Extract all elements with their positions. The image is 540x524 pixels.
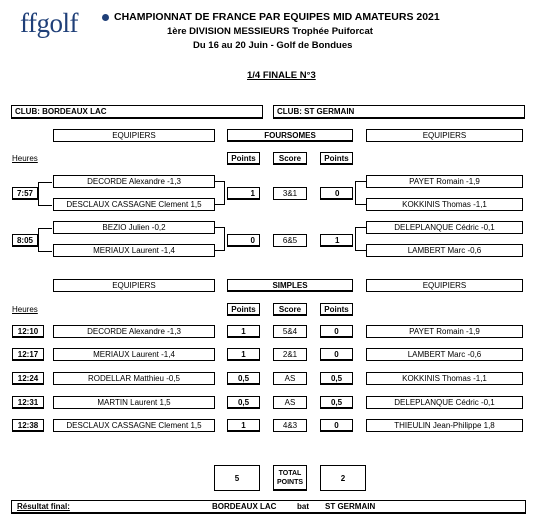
simple-left-player: MERIAUX Laurent -1,4: [53, 348, 215, 361]
simple-points-left: 1: [227, 348, 260, 361]
simple-points-right: 0: [320, 325, 353, 338]
simple-right-player: THIEULIN Jean-Philippe 1,8: [366, 419, 523, 432]
bracket-line: [355, 204, 366, 205]
equipiers-left-header: EQUIPIERS: [53, 129, 215, 142]
simple-right-player: KOKKINIS Thomas -1,1: [366, 372, 523, 385]
bracket-line: [355, 227, 356, 251]
points-right-header: Points: [320, 152, 353, 165]
simple-points-right: 0,5: [320, 372, 353, 385]
equipiers-right-header: EQUIPIERS: [366, 129, 523, 142]
bracket-line: [38, 182, 52, 183]
simple-points-right: 0: [320, 419, 353, 432]
foursome-left-player: DECORDE Alexandre -1,3: [53, 175, 215, 188]
total-right: 2: [320, 465, 366, 491]
logo-text: ffgolf: [20, 8, 78, 38]
simple-score: 4&3: [273, 419, 307, 432]
heures-label: Heures: [12, 305, 38, 314]
simple-right-player: DELEPLANQUE Cédric -0,1: [366, 396, 523, 409]
header-division: 1ère DIVISION MESSIEURS Trophée Puiforcat: [167, 26, 373, 37]
total-points-text: TOTAL POINTS: [276, 469, 304, 486]
simple-left-player: MARTIN Laurent 1,5: [53, 396, 215, 409]
foursome-right-player: KOKKINIS Thomas -1,1: [366, 198, 523, 211]
bracket-line: [38, 251, 52, 252]
equipiers-left-header: EQUIPIERS: [53, 279, 215, 292]
simple-time: 12:31: [12, 396, 44, 409]
result-loser: ST GERMAIN: [325, 502, 376, 511]
total-points-label: [273, 465, 307, 491]
simple-time: 12:17: [12, 348, 44, 361]
simple-score: 2&1: [273, 348, 307, 361]
simple-points-right: 0,5: [320, 396, 353, 409]
simple-time: 12:38: [12, 419, 44, 432]
simple-points-left: 0,5: [227, 372, 260, 385]
score-header: Score: [273, 152, 307, 165]
result-label: Résultat final:: [17, 502, 70, 511]
club-left: CLUB: BORDEAUX LAC: [11, 105, 263, 119]
stage-title: 1/4 FINALE N°3: [247, 70, 316, 81]
simple-points-left: 0,5: [227, 396, 260, 409]
simple-time: 12:10: [12, 325, 44, 338]
foursome-left-player: DESCLAUX CASSAGNE Clement 1,5: [53, 198, 215, 211]
simple-score: 5&4: [273, 325, 307, 338]
foursomes-header: FOURSOMES: [227, 129, 353, 142]
bracket-line: [38, 228, 39, 252]
bracket-line: [38, 205, 52, 206]
bracket-line: [355, 181, 366, 182]
ffgolf-logo: [20, 8, 110, 42]
simple-points-left: 1: [227, 419, 260, 432]
simple-score: AS: [273, 372, 307, 385]
simple-right-player: LAMBERT Marc -0,6: [366, 348, 523, 361]
bracket-line: [38, 228, 52, 229]
foursome-right-player: DELEPLANQUE Cédric -0,1: [366, 221, 523, 234]
simple-left-player: DECORDE Alexandre -1,3: [53, 325, 215, 338]
bracket-line: [224, 227, 225, 251]
foursome-right-player: LAMBERT Marc -0,6: [366, 244, 523, 257]
foursome-time: 8:05: [12, 234, 38, 247]
simple-left-player: RODELLAR Matthieu -0,5: [53, 372, 215, 385]
simple-points-left: 1: [227, 325, 260, 338]
club-right: CLUB: ST GERMAIN: [273, 105, 525, 119]
points-left-header: Points: [227, 152, 260, 165]
bracket-line: [355, 250, 366, 251]
points-right-header: Points: [320, 303, 353, 316]
equipiers-right-header: EQUIPIERS: [366, 279, 523, 292]
foursome-time: 7:57: [12, 187, 38, 200]
simples-header: SIMPLES: [227, 279, 353, 292]
bracket-line: [38, 182, 39, 206]
foursome-points-right: 1: [320, 234, 353, 247]
foursome-left-player: BEZIO Julien -0,2: [53, 221, 215, 234]
foursome-score: 6&5: [273, 234, 307, 247]
bracket-line: [355, 227, 366, 228]
simple-time: 12:24: [12, 372, 44, 385]
simple-points-right: 0: [320, 348, 353, 361]
foursome-points-left: 0: [227, 234, 260, 247]
result-winner: BORDEAUX LAC: [212, 502, 277, 511]
foursome-left-player: MERIAUX Laurent -1,4: [53, 244, 215, 257]
header-title: CHAMPIONNAT DE FRANCE PAR EQUIPES MID AMATEURS 2021: [114, 11, 440, 23]
simple-left-player: DESCLAUX CASSAGNE Clement 1,5: [53, 419, 215, 432]
simple-score: AS: [273, 396, 307, 409]
foursome-right-player: PAYET Romain -1,9: [366, 175, 523, 188]
score-header: Score: [273, 303, 307, 316]
header-dates: Du 16 au 20 Juin - Golf de Bondues: [193, 40, 353, 51]
points-left-header: Points: [227, 303, 260, 316]
simple-right-player: PAYET Romain -1,9: [366, 325, 523, 338]
bracket-line: [355, 181, 356, 205]
heures-label: Heures: [12, 154, 38, 163]
result-verb: bat: [297, 502, 309, 511]
total-left: 5: [214, 465, 260, 491]
bracket-line: [224, 181, 225, 205]
result-bar: [11, 500, 526, 514]
foursome-points-left: 1: [227, 187, 260, 200]
foursome-points-right: 0: [320, 187, 353, 200]
foursome-score: 3&1: [273, 187, 307, 200]
logo-ball-icon: [102, 14, 109, 21]
